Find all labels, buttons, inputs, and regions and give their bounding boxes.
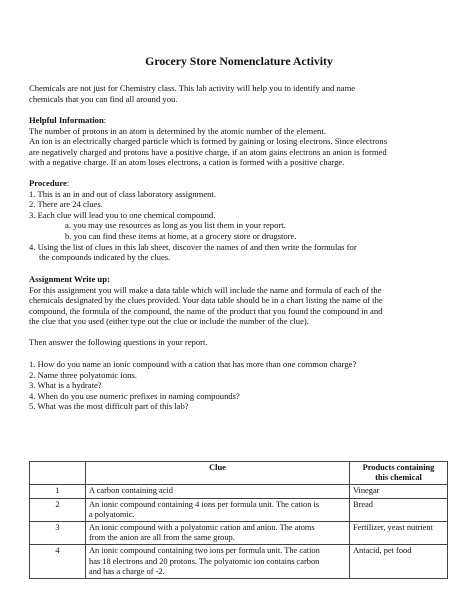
- clue-line: A carbon containing acid: [89, 486, 173, 496]
- row-number: 1: [30, 485, 86, 498]
- procedure-item: 2. There are 24 clues.: [29, 199, 103, 210]
- procedure-heading-colon: :: [66, 178, 70, 188]
- row-product: Bread: [350, 498, 448, 521]
- row-clue: [86, 498, 350, 521]
- assignment-heading: Assignment Write up:: [29, 274, 110, 284]
- procedure-item: 3. Each clue will lead you to one chemical compound.: [29, 209, 216, 220]
- clue-table: [29, 461, 448, 579]
- intro-line: chemicals that you can find all around you.: [29, 93, 178, 104]
- assignment-section: [29, 274, 449, 327]
- question-item: 5. What was the most difficult part of this lab?: [29, 401, 189, 412]
- procedure-subitem: b. you can find these items at home, at a grocery store or drugstore.: [65, 230, 297, 241]
- clue-line: and has a charge of -2.: [89, 566, 165, 576]
- helpful-information-heading: Helpful Information: [29, 115, 104, 125]
- clue-line: An ionic compound with a polyatomic cation and anion. The atoms: [89, 523, 315, 533]
- helpful-information-section: [29, 115, 449, 168]
- clue-line: from the anion are all from the same group.: [89, 533, 235, 543]
- questions-list: [29, 359, 449, 412]
- procedure-section: [29, 178, 449, 263]
- procedure-item: 4. Using the list of clues in this lab sheet, discover the names of and then write the formulas for: [29, 241, 357, 252]
- intro-paragraph: [29, 83, 449, 104]
- products-header: [350, 462, 448, 485]
- row-product: Vinegar: [350, 485, 448, 498]
- clue-line: a polyatomic.: [89, 509, 135, 519]
- table-header-row: [30, 462, 448, 485]
- table-row: [30, 485, 448, 498]
- assignment-line: compound, the formula of the compound, the name of the product that you found the compound in and: [29, 305, 383, 316]
- question-item: 4. When do you use numeric prefixes in naming compounds?: [29, 390, 240, 401]
- clue-line: has 18 electrons and 20 protons. The polyatomic ion contains carbon: [89, 556, 320, 566]
- question-item: 2. Name three polyatomic ions.: [29, 369, 137, 380]
- intro-line: Chemicals are not just for Chemistry class. This lab activity will help you to identify and name: [29, 83, 356, 93]
- products-header-line: this chemical: [375, 473, 422, 483]
- row-product: Antacid, pet food: [350, 545, 448, 579]
- table-row: [30, 522, 448, 545]
- row-number: 4: [30, 545, 86, 579]
- helpful-line: are negatively charged and protons have a positive charge, if an atom gains electrons an anion is formed: [29, 146, 387, 157]
- helpful-line: An ion is an electrically charged particle which is formed by gaining or losing electrons. Since electrons: [29, 136, 388, 147]
- row-clue: [86, 522, 350, 545]
- question-item: 1. How do you name an ionic compound with a cation that has more than one common charge?: [29, 359, 357, 369]
- question-item: 3. What is a hydrate?: [29, 380, 102, 391]
- procedure-subitem: a. you may use resources as long as you list them in your report.: [65, 220, 286, 231]
- row-product: Fertilizer, yeast nutrient: [350, 522, 448, 545]
- row-number: 2: [30, 498, 86, 521]
- then-answer-line: Then answer the following questions in your report.: [29, 337, 208, 347]
- assignment-line: the clue that you used (either type out the clue or include the number of the clue).: [29, 316, 309, 327]
- row-clue: [86, 485, 350, 498]
- helpful-line: with a negative charge. If an atom loses electrons, a cation is formed with a positive charge.: [29, 157, 345, 168]
- document-title: Grocery Store Nomenclature Activity: [145, 54, 333, 68]
- helpful-line: The number of protons in an atom is determined by the atomic number of the element.: [29, 125, 326, 136]
- helpful-heading-colon: :: [103, 115, 107, 125]
- row-number: 3: [30, 522, 86, 545]
- clue-line: An ionic compound containing 4 ions per formula unit. The cation is: [89, 499, 320, 509]
- number-header: [30, 462, 86, 485]
- clue-header: Clue: [86, 462, 350, 485]
- procedure-heading: Procedure: [29, 178, 67, 188]
- row-clue: [86, 545, 350, 579]
- procedure-item-continued: the compounds indicated by the clues.: [39, 252, 171, 263]
- table-row: [30, 545, 448, 579]
- clue-line: An ionic compound containing two ions per formula unit. The cation: [89, 546, 320, 556]
- assignment-line: For this assignment you will make a data table which will include the name and formula of each of the: [29, 284, 382, 295]
- table-row: [30, 498, 448, 521]
- procedure-item: 1. This is an in and out of class laboratory assignment.: [29, 188, 216, 199]
- products-header-line: Products containing: [362, 463, 435, 472]
- assignment-line: chemicals designated by the clues provided. Your data table should be in a chart listing the name of the: [29, 295, 383, 306]
